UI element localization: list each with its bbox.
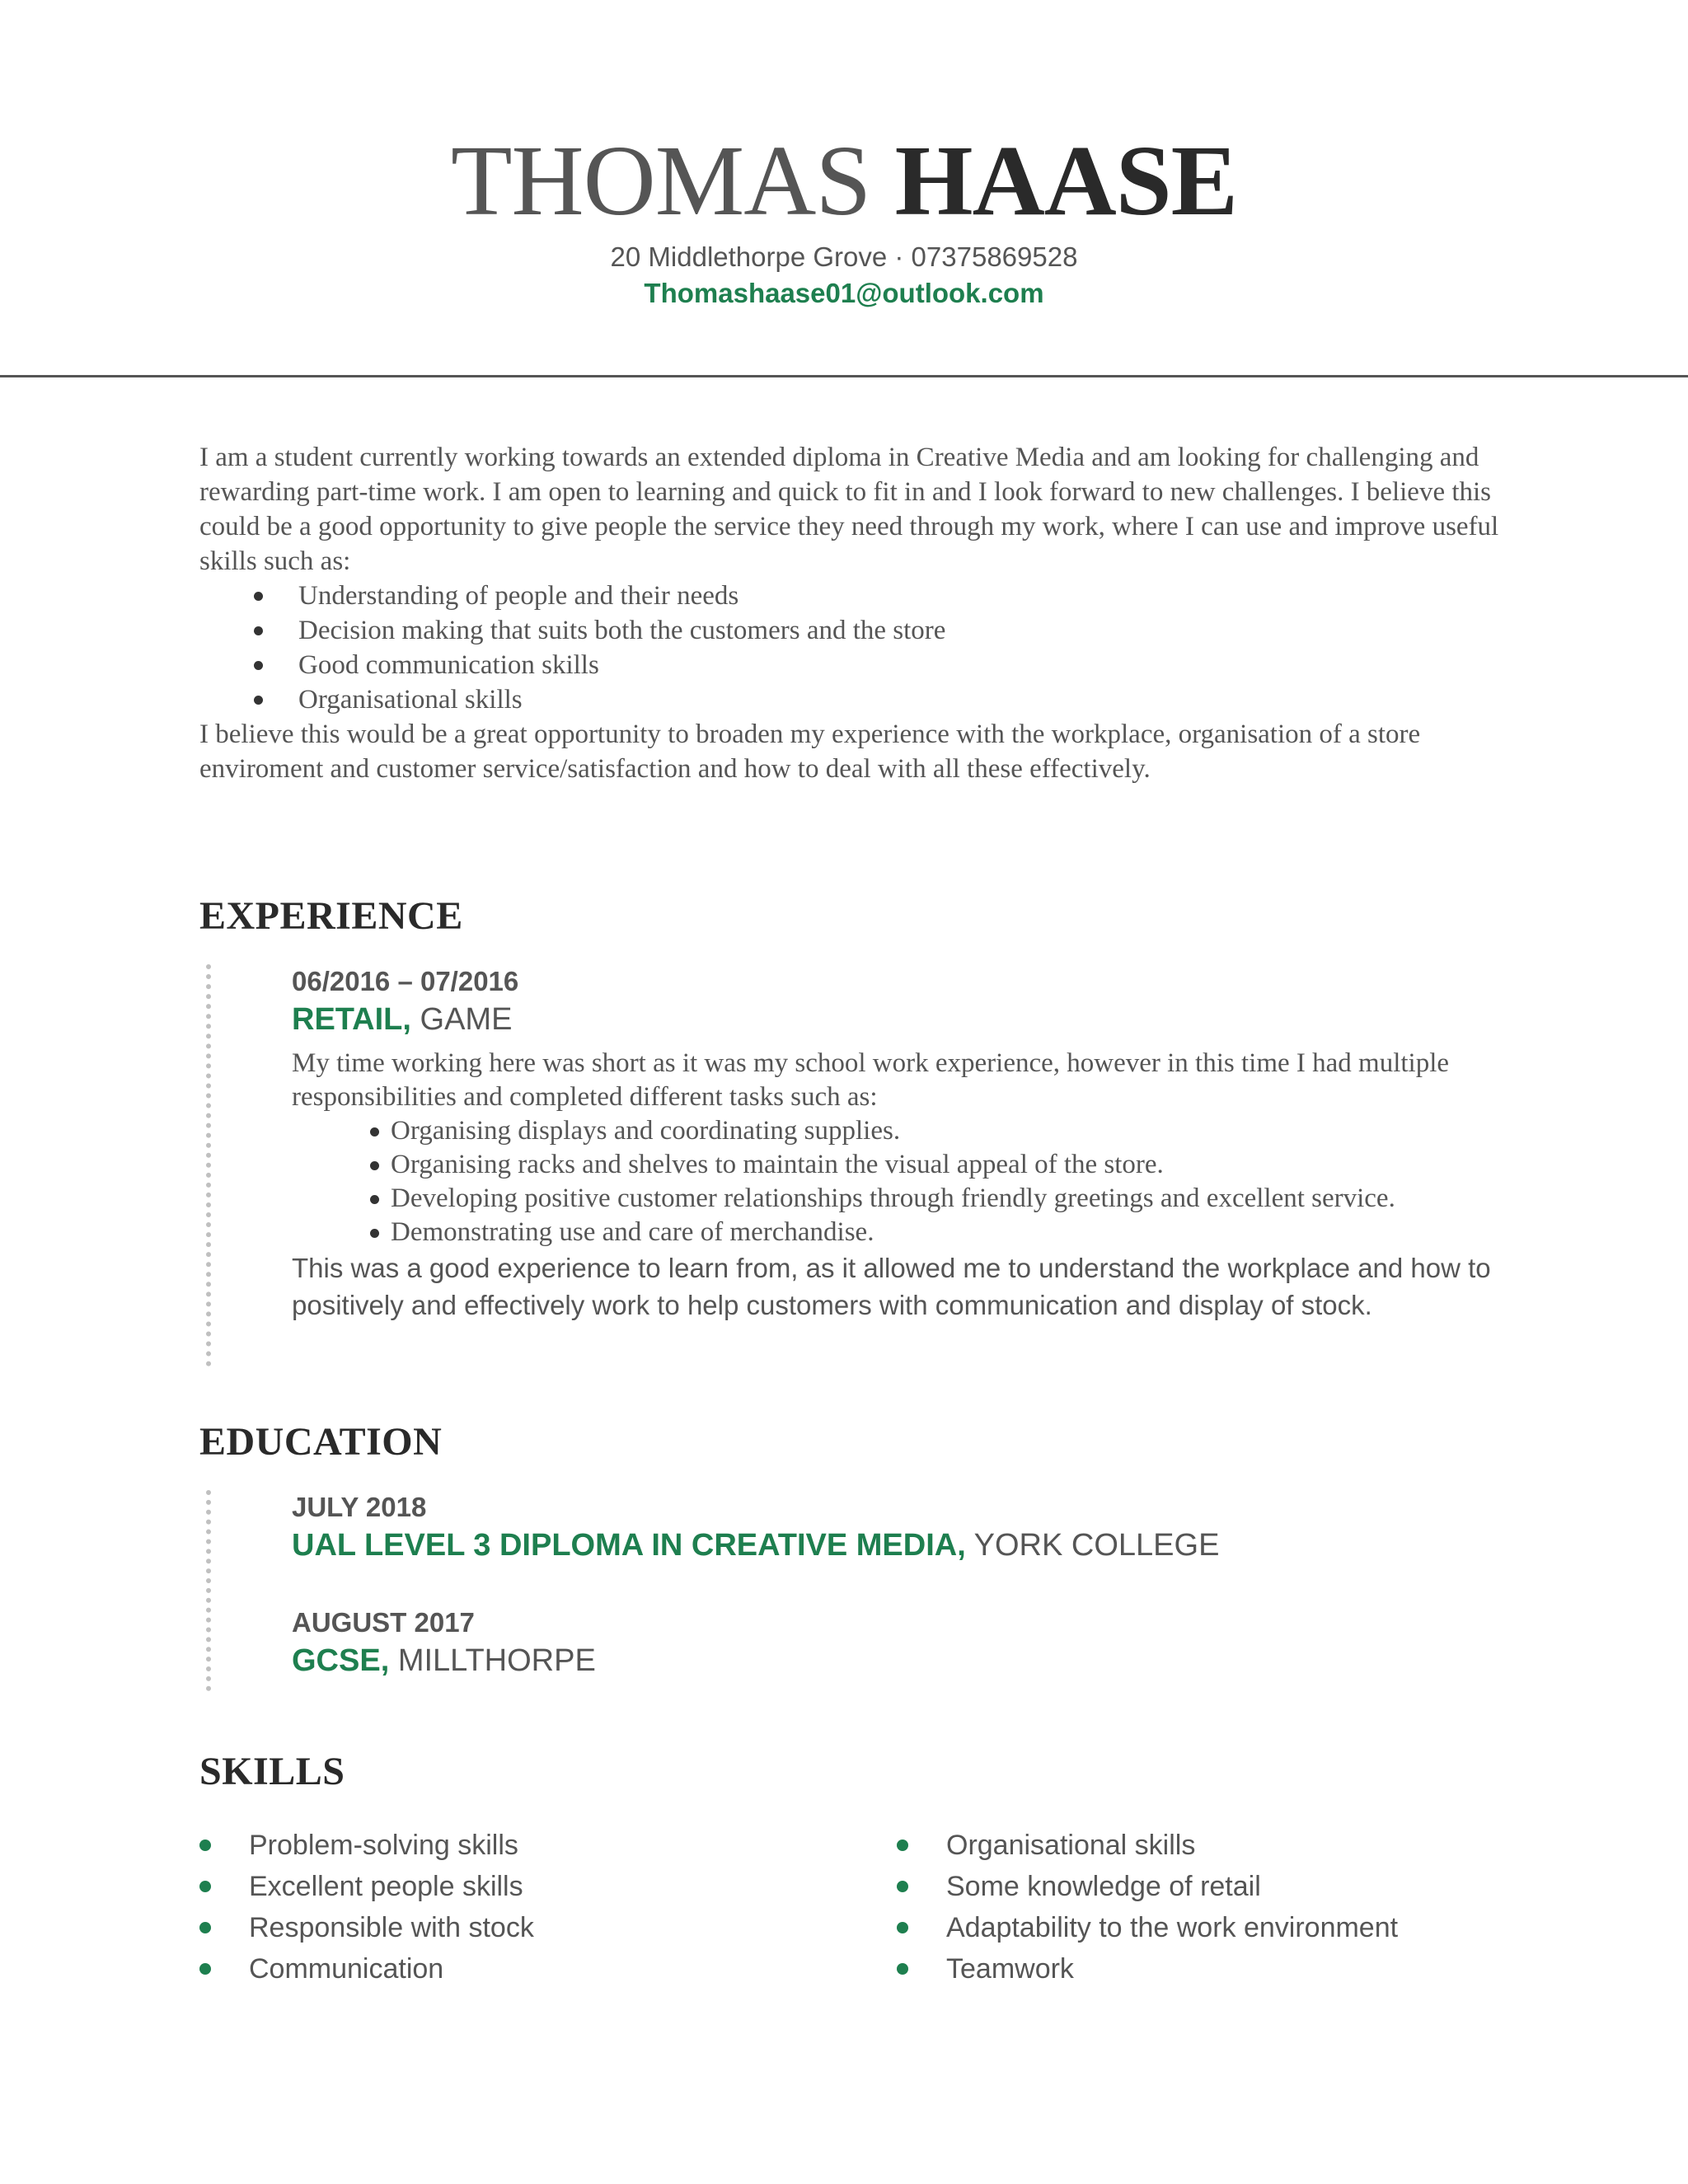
education-qualification [292,1525,1512,1566]
summary-bullet-list [199,579,1502,717]
experience-date: 06/2016 – 07/2016 [292,966,519,996]
education-entry [292,1605,1512,1681]
experience-company: GAME [420,1002,513,1037]
experience-bullet-list [292,1114,1512,1249]
skill-item: Excellent people skills [199,1866,776,1907]
skill-item: Teamwork [897,1948,1474,1990]
resume-header [0,0,1688,379]
experience-closing: This was a good experience to learn from, as it allowed me to understand the workplace and how to positively and effectively work to help customers with communication and display of stock. [292,1253,1491,1320]
header-divider [0,375,1688,377]
education-date: AUGUST 2017 [292,1607,475,1638]
experience-timeline-line [206,964,211,1366]
summary-bullet: Understanding of people and their needs [199,579,1502,613]
experience-description [292,1047,1512,1249]
skills-list [199,1825,776,1990]
skill-item: Communication [199,1948,776,1990]
first-name: THOMAS [451,125,871,237]
experience-bullet: Organising racks and shelves to maintain the visual appeal of the store. [292,1148,1512,1182]
experience-bullet: Organising displays and coordinating supplies. [292,1114,1512,1148]
summary-bullet: Good communication skills [199,648,1502,682]
school-name: MILLTHORPE [397,1643,596,1678]
email-link[interactable]: Thomashaase01@outlook.com [644,278,1044,308]
qualification-title: UAL LEVEL 3 DIPLOMA IN CREATIVE MEDIA, [292,1528,966,1563]
candidate-name [0,124,1688,239]
summary-outro: I believe this would be a great opportunity to broaden my experience with the workplace, organisation of a store enviroment and customer service/satisfaction and how to deal with all these effectively. [199,719,1421,784]
qualification-title: GCSE, [292,1643,390,1678]
summary-bullet: Decision making that suits both the customers and the store [199,613,1502,648]
skill-item: Adaptability to the work environment [897,1907,1474,1948]
experience-role [292,999,1512,1040]
school-name: YORK COLLEGE [973,1528,1220,1563]
skill-item: Organisational skills [897,1825,1474,1866]
skill-item: Responsible with stock [199,1907,776,1948]
education-timeline-line [206,1490,211,1691]
experience-role-title: RETAIL, [292,1002,411,1037]
experience-entry [292,964,1512,1324]
education-heading: EDUCATION [199,1420,443,1464]
skills-heading: SKILLS [199,1750,345,1793]
experience-heading: EXPERIENCE [199,894,463,938]
skills-column-right [897,1825,1474,1990]
skill-item: Problem-solving skills [199,1825,776,1866]
last-name: HAASE [894,125,1237,237]
skills-column-left [199,1825,776,1990]
education-qualification [292,1640,1512,1681]
experience-description-text: My time working here was short as it was my school work experience, however in this time I had multiple responsibilities and completed different tasks such as: [292,1048,1450,1112]
address-phone: 20 Middlethorpe Grove · 07375869528 [610,241,1078,272]
summary-section [199,440,1502,786]
experience-bullet: Developing positive customer relationships through friendly greetings and excellent service. [292,1182,1512,1216]
education-date: JULY 2018 [292,1492,427,1522]
experience-bullet: Demonstrating use and care of merchandise. [292,1216,1512,1249]
education-entry [292,1490,1512,1566]
skills-list [897,1825,1474,1990]
skill-item: Some knowledge of retail [897,1866,1474,1907]
summary-intro: I am a student currently working towards an extended diploma in Creative Media and am looking for challenging and rewarding part-time work. I am open to learning and quick to fit in and I look forward to new challenges. I believe this could be a good opportunity to give people the service they need through my work, where I can use and improve useful skills such as: [199,443,1499,576]
summary-bullet: Organisational skills [199,682,1502,717]
